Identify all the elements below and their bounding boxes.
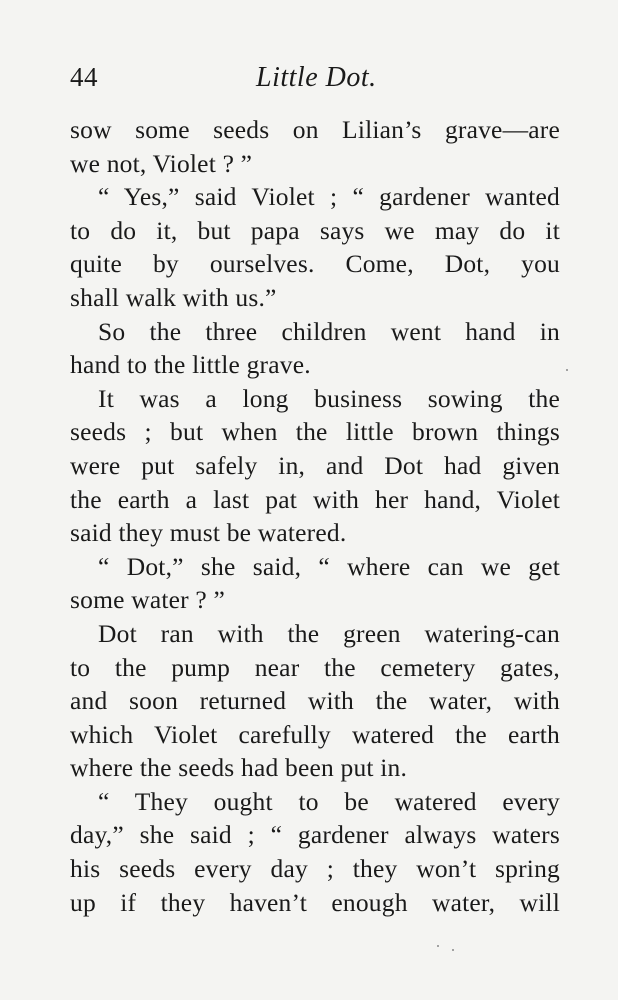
text-line: we not, Violet ? ” <box>70 148 253 178</box>
text-line: “ They ought to be watered every <box>98 786 560 816</box>
page-number: 44 <box>70 62 98 92</box>
text-line: to the pump near the cemetery gates, <box>70 652 560 682</box>
body-text <box>70 113 560 919</box>
text-line: up if they haven’t enough water, will <box>70 887 560 917</box>
page-header <box>70 62 560 102</box>
text-line: his seeds every day ; they won’t spring <box>70 854 560 884</box>
text-line: were put safely in, and Dot had given <box>70 450 560 480</box>
text-line: Dot ran with the green watering-can <box>98 618 560 648</box>
paper-speck <box>437 945 439 947</box>
text-line: which Violet carefully watered the earth <box>70 719 560 749</box>
text-line: sow some seeds on Lilian’s grave—are <box>70 115 560 144</box>
text-line: seeds ; but when the little brown things <box>70 417 560 447</box>
text-line: some water ? ” <box>70 585 226 615</box>
text-line: day,” she said ; “ gardener always waters <box>70 820 560 850</box>
text-line: hand to the little grave. <box>70 350 311 380</box>
text-line: to do it, but papa says we may do it <box>70 215 560 245</box>
text-line: the earth a last pat with her hand, Violet <box>70 484 560 514</box>
text-line: shall walk with us.” <box>70 282 277 312</box>
text-line: “ Yes,” said Violet ; “ gardener wanted <box>98 182 560 212</box>
text-line: and soon returned with the water, with <box>70 686 560 716</box>
text-line: quite by ourselves. Come, Dot, you <box>70 249 560 279</box>
text-line: So the three children went hand in <box>98 316 560 346</box>
text-line: where the seeds had been put in. <box>70 753 408 783</box>
paper-speck <box>566 369 568 371</box>
text-line: “ Dot,” she said, “ where can we get <box>98 551 560 581</box>
text-line: It was a long business sowing the <box>98 383 560 413</box>
running-title: Little Dot. <box>256 62 377 93</box>
text-line: said they must be watered. <box>70 518 347 548</box>
paper-speck <box>452 949 454 951</box>
